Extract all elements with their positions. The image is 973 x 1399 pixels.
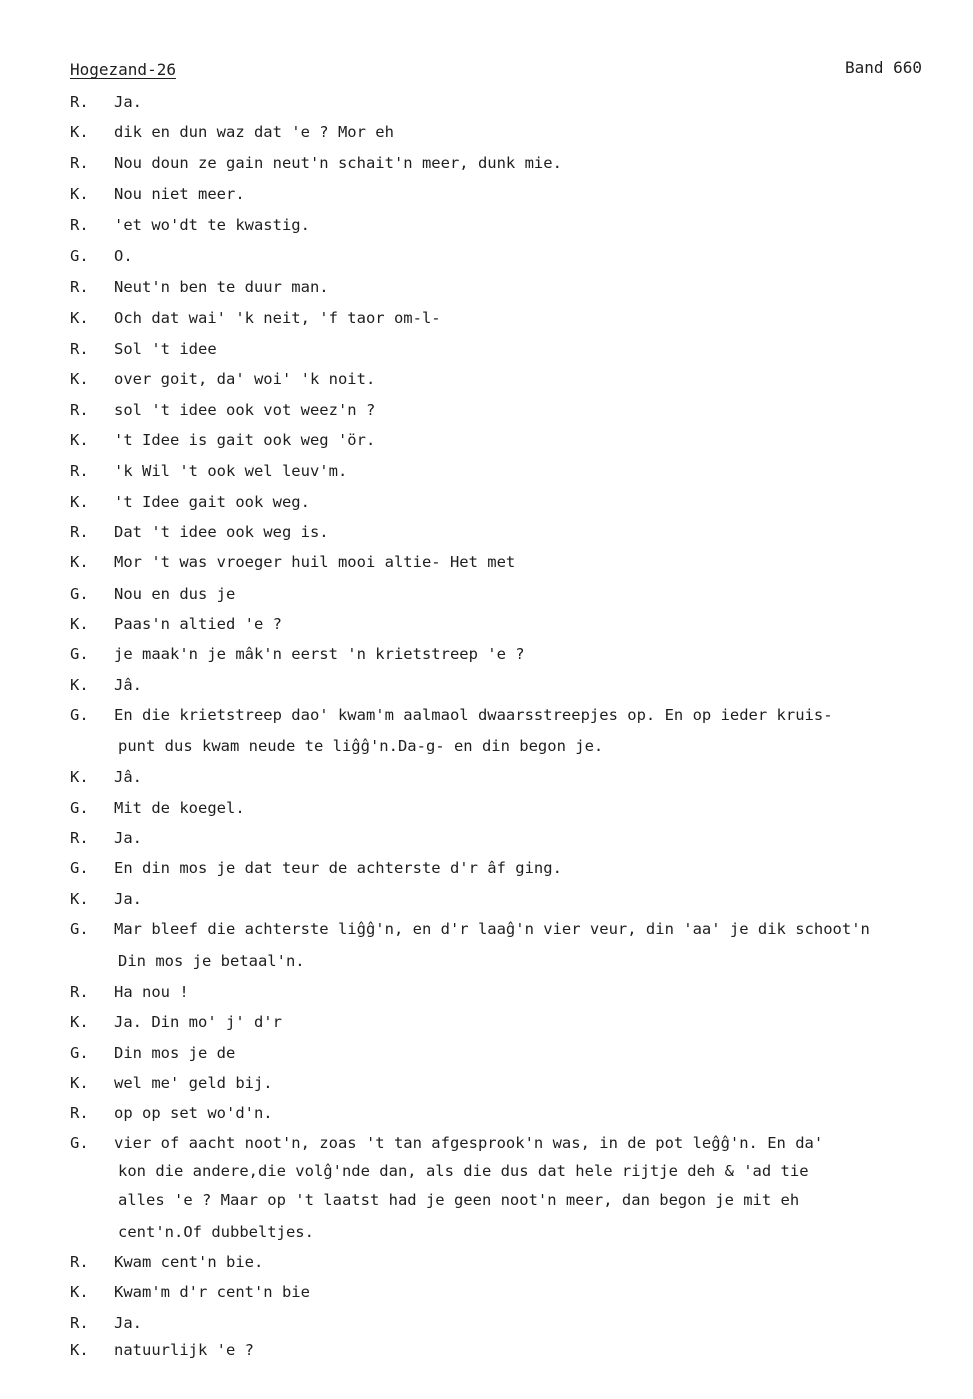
utterance-text: Och dat wai' 'k neit, 'f taor om-l- bbox=[114, 309, 441, 327]
transcript-continuation bbox=[70, 951, 305, 971]
utterance-text: Jâ. bbox=[114, 676, 142, 694]
transcript-line bbox=[70, 522, 329, 542]
speaker-label: G. bbox=[70, 706, 89, 724]
utterance-text: alles 'e ? Maar op 't laatst had je geen noot'n meer, dan begon je mit eh bbox=[118, 1191, 800, 1209]
utterance-text: Mit de koegel. bbox=[114, 799, 245, 817]
transcript-line bbox=[70, 919, 870, 939]
transcript-line bbox=[70, 153, 562, 173]
utterance-text: cent'n.Of dubbeltjes. bbox=[118, 1223, 314, 1241]
transcript-line bbox=[70, 828, 142, 848]
speaker-label: G. bbox=[70, 920, 89, 938]
transcript-line bbox=[70, 215, 310, 235]
speaker-label: G. bbox=[70, 859, 89, 877]
transcript-line bbox=[70, 1012, 282, 1032]
utterance-text: Din mos je de bbox=[114, 1044, 236, 1062]
transcript-line bbox=[70, 277, 329, 297]
utterance-text: Ja. bbox=[114, 890, 142, 908]
speaker-label: R. bbox=[70, 1314, 89, 1332]
transcript-continuation bbox=[70, 736, 603, 756]
utterance-text: 't Idee is gait ook weg 'ör. bbox=[114, 431, 376, 449]
speaker-label: K. bbox=[70, 553, 89, 571]
transcript-line bbox=[70, 1103, 273, 1123]
transcript-line bbox=[70, 1340, 254, 1360]
transcript-line bbox=[70, 122, 394, 142]
transcript-line bbox=[70, 552, 515, 572]
tape-number: Band 660 bbox=[845, 58, 923, 77]
speaker-label: K. bbox=[70, 676, 89, 694]
transcript-line bbox=[70, 889, 142, 909]
utterance-text: Nou doun ze gain neut'n schait'n meer, dunk mie. bbox=[114, 154, 562, 172]
utterance-text: Ja. bbox=[114, 1314, 142, 1332]
transcript-line bbox=[70, 982, 189, 1002]
transcript-line bbox=[70, 400, 375, 420]
utterance-text: je maak'n je mâk'n eerst 'n krietstreep 'e ? bbox=[114, 645, 525, 663]
utterance-text: Ha nou ! bbox=[114, 983, 189, 1001]
utterance-text: En die krietstreep dao' kwam'm aalmaol dwaarsstreepjes op. En op ieder kruis- bbox=[114, 706, 833, 724]
transcript-line bbox=[70, 1313, 142, 1333]
transcript-line bbox=[70, 1133, 823, 1153]
utterance-text: punt dus kwam neude te liĝĝ'n.Da-g- en din begon je. bbox=[118, 737, 604, 755]
speaker-label: G. bbox=[70, 1134, 89, 1152]
transcript-line bbox=[70, 246, 133, 266]
transcript-line bbox=[70, 1282, 310, 1302]
speaker-label: R. bbox=[70, 93, 89, 111]
utterance-text: Nou niet meer. bbox=[114, 185, 245, 203]
transcript-line bbox=[70, 308, 441, 328]
utterance-text: Mar bleef die achterste liĝĝ'n, en d'r laaĝ'n vier veur, din 'aa' je dik schoot'n bbox=[114, 920, 870, 938]
transcript-line bbox=[70, 430, 375, 450]
transcript-line bbox=[70, 1043, 235, 1063]
speaker-label: K. bbox=[70, 1013, 89, 1031]
speaker-label: R. bbox=[70, 462, 89, 480]
speaker-label: R. bbox=[70, 154, 89, 172]
speaker-label: K. bbox=[70, 768, 89, 786]
utterance-text: Ja. bbox=[114, 93, 142, 111]
utterance-text: vier of aacht noot'n, zoas 't tan afgesprook'n was, in de pot leĝĝ'n. En da' bbox=[114, 1134, 824, 1152]
speaker-label: G. bbox=[70, 799, 89, 817]
speaker-label: R. bbox=[70, 1253, 89, 1271]
transcript-line bbox=[70, 461, 347, 481]
utterance-text: op op set wo'd'n. bbox=[114, 1104, 273, 1122]
utterance-text: Neut'n ben te duur man. bbox=[114, 278, 329, 296]
transcript-line bbox=[70, 184, 245, 204]
speaker-label: G. bbox=[70, 585, 89, 603]
transcript-continuation bbox=[70, 1222, 314, 1242]
utterance-text: 'k Wil 't ook wel leuv'm. bbox=[114, 462, 348, 480]
speaker-label: K. bbox=[70, 615, 89, 633]
transcript-line bbox=[70, 584, 235, 604]
speaker-label: R. bbox=[70, 1104, 89, 1122]
speaker-label: K. bbox=[70, 1341, 89, 1359]
transcript-line bbox=[70, 705, 833, 725]
speaker-label: R. bbox=[70, 523, 89, 541]
speaker-label: K. bbox=[70, 890, 89, 908]
transcript-line bbox=[70, 92, 142, 112]
utterance-text: wel me' geld bij. bbox=[114, 1074, 273, 1092]
transcript-line bbox=[70, 614, 282, 634]
speaker-label: R. bbox=[70, 983, 89, 1001]
transcript-line bbox=[70, 1252, 263, 1272]
utterance-text: Ja. Din mo' j' d'r bbox=[114, 1013, 282, 1031]
speaker-label: G. bbox=[70, 645, 89, 663]
utterance-text: kon die andere,die volĝ'nde dan, als die dus dat hele rijtje deh & 'ad tie bbox=[118, 1162, 809, 1180]
utterance-text: Din mos je betaal'n. bbox=[118, 952, 305, 970]
speaker-label: R. bbox=[70, 401, 89, 419]
utterance-text: sol 't idee ook vot weez'n ? bbox=[114, 401, 376, 419]
utterance-text: Sol 't idee bbox=[114, 340, 217, 358]
transcript-continuation bbox=[70, 1161, 809, 1181]
utterance-text: Kwam'm d'r cent'n bie bbox=[114, 1283, 310, 1301]
utterance-text: 'et wo'dt te kwastig. bbox=[114, 216, 310, 234]
transcript-line bbox=[70, 858, 562, 878]
speaker-label: R. bbox=[70, 340, 89, 358]
utterance-text: over goit, da' woi' 'k noit. bbox=[114, 370, 376, 388]
transcript-line bbox=[70, 369, 375, 389]
utterance-text: Mor 't was vroeger huil mooi altie- Het met bbox=[114, 553, 516, 571]
transcript-line bbox=[70, 492, 310, 512]
transcript-line bbox=[70, 675, 142, 695]
transcript-line bbox=[70, 798, 245, 818]
utterance-text: Kwam cent'n bie. bbox=[114, 1253, 264, 1271]
utterance-text: natuurlijk 'e ? bbox=[114, 1341, 254, 1359]
speaker-label: K. bbox=[70, 185, 89, 203]
speaker-label: K. bbox=[70, 309, 89, 327]
speaker-label: R. bbox=[70, 216, 89, 234]
speaker-label: K. bbox=[70, 1283, 89, 1301]
utterance-text: Paas'n altied 'e ? bbox=[114, 615, 282, 633]
transcript-line bbox=[70, 339, 217, 359]
transcript-line bbox=[70, 767, 142, 787]
transcript-line bbox=[70, 1073, 273, 1093]
speaker-label: K. bbox=[70, 431, 89, 449]
speaker-label: G. bbox=[70, 1044, 89, 1062]
utterance-text: Ja. bbox=[114, 829, 142, 847]
speaker-label: K. bbox=[70, 123, 89, 141]
speaker-label: K. bbox=[70, 1074, 89, 1092]
speaker-label: R. bbox=[70, 829, 89, 847]
utterance-text: Jâ. bbox=[114, 768, 142, 786]
utterance-text: En din mos je dat teur de achterste d'r âf ging. bbox=[114, 859, 562, 877]
transcript-line bbox=[70, 644, 525, 664]
utterance-text: dik en dun waz dat 'e ? Mor eh bbox=[114, 123, 394, 141]
transcript-continuation bbox=[70, 1190, 799, 1210]
speaker-label: R. bbox=[70, 278, 89, 296]
document-title: Hogezand-26 bbox=[70, 60, 176, 79]
utterance-text: Dat 't idee ook weg is. bbox=[114, 523, 329, 541]
speaker-label: G. bbox=[70, 247, 89, 265]
speaker-label: K. bbox=[70, 493, 89, 511]
utterance-text: O. bbox=[114, 247, 133, 265]
speaker-label: K. bbox=[70, 370, 89, 388]
utterance-text: Nou en dus je bbox=[114, 585, 236, 603]
utterance-text: 't Idee gait ook weg. bbox=[114, 493, 310, 511]
